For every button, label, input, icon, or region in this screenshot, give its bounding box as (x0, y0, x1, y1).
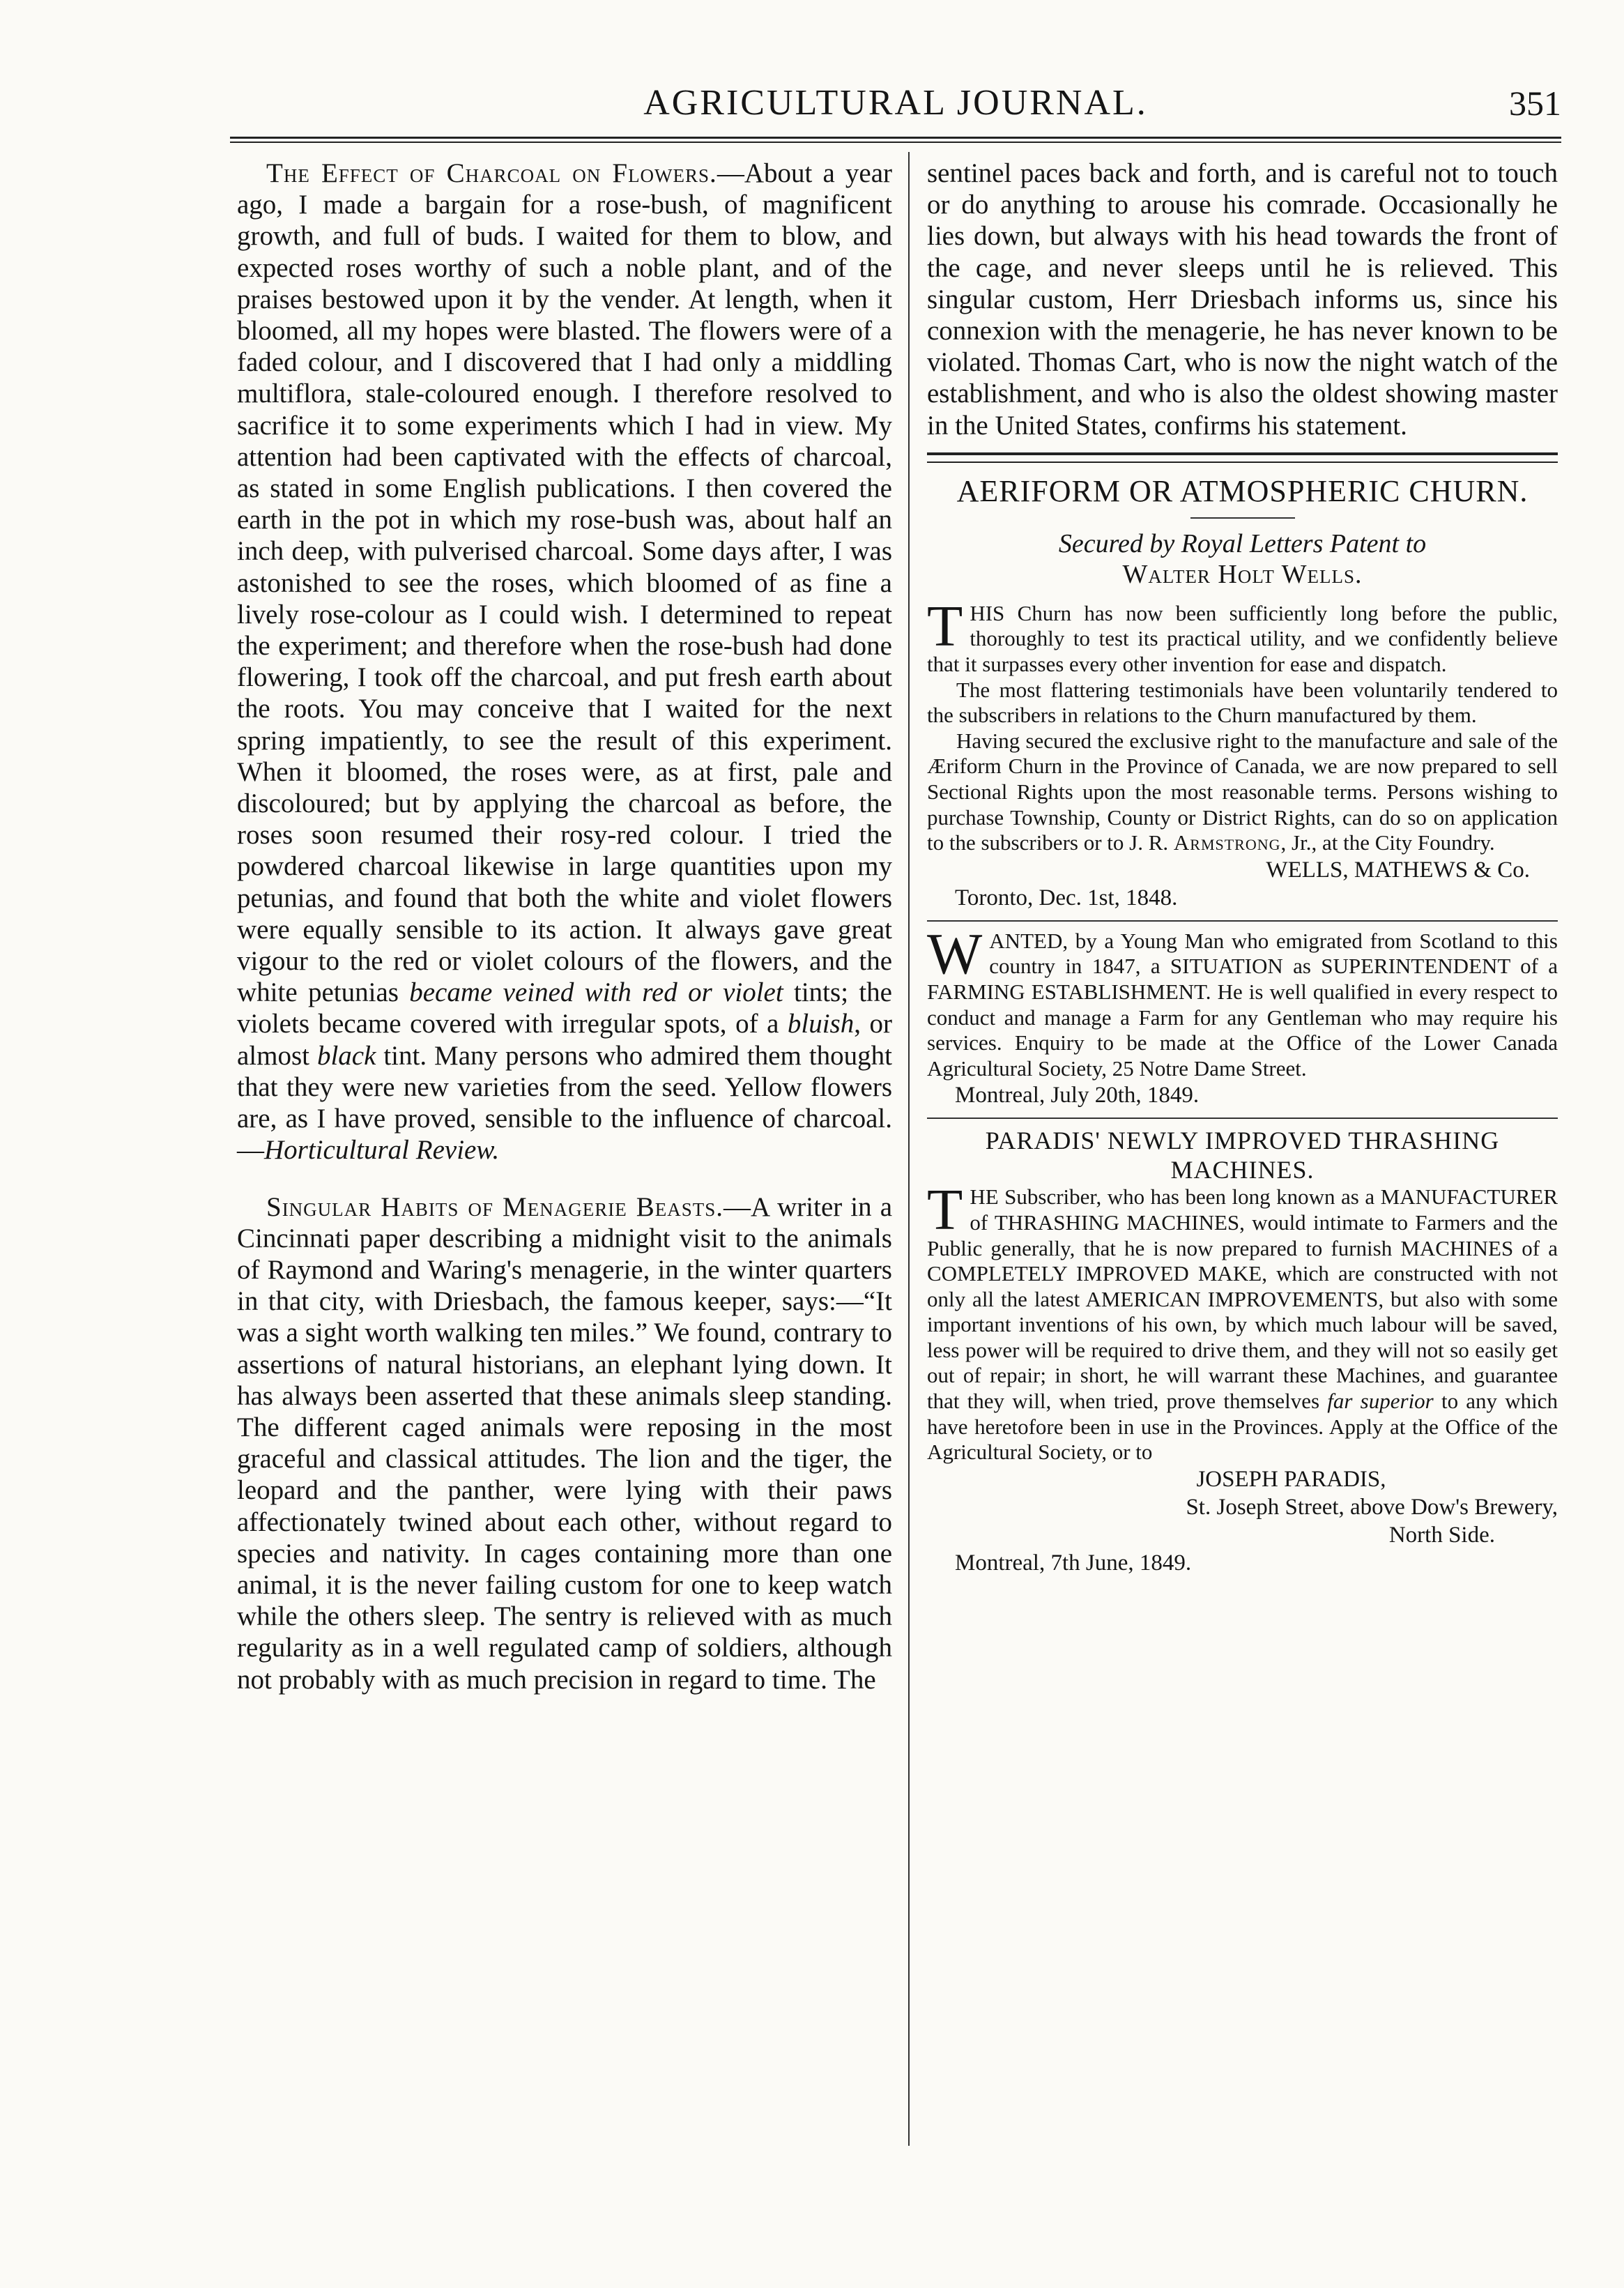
article-text: , or almost (237, 1009, 892, 1071)
ad-dateline: Montreal, 7th June, 1849. (955, 1550, 1192, 1576)
left-column (237, 158, 892, 1695)
ad-emphasis: far superior (1327, 1389, 1434, 1414)
section-rule (927, 920, 1558, 922)
ad-address-line-2: North Side. (1388, 1522, 1495, 1548)
article-title: The Effect of Charcoal on Flowers. (266, 158, 717, 188)
ad-dateline: Toronto, Dec. 1st, 1848. (955, 885, 1178, 910)
ad-signature: JOSEPH PARADIS, (1196, 1466, 1386, 1492)
article-menagerie-continued: sentinel paces back and forth, and is careful not to touch or do anything to arouse his comrade. Occasionally he lies down, but always with his head towards the front of the cage, and never sleeps until he is relieved. This singular custom, Herr Driesbach informs us, since his connexion with the menagerie, he has never known to be violated. Thomas Cart, who is now the night watch of the establishment, and who is also the oldest showing master in the United States, confirms his statement. (927, 158, 1558, 441)
ad-text: ANTED, by a Young Man who emigrated from Scotland to this country in 1847, a SITUATION as SUPERINTENDENT of a FARMING ESTABLISHMENT. He is well qualified in every respect to conduct and manage a Farm for any Gentleman who may require his services. Enquiry to be made at the Office of the Lower Canada Agricultural Society, 25 Notre Dame Street. (927, 928, 1558, 1081)
page-number: 351 (1509, 84, 1561, 123)
article-charcoal (237, 158, 892, 1166)
ad-text: HIS Churn has now been sufficiently long before the public, thoroughly to test its practical utility, and we confidently believe that it surpasses every other invention for ease and dispatch. (927, 600, 1558, 677)
spacer (237, 1166, 892, 1191)
ad-title: AERIFORM OR ATMOSPHERIC CHURN. (956, 473, 1529, 508)
section-rule (927, 452, 1558, 463)
ad-signature: WELLS, MATHEWS & Co. (1266, 857, 1530, 883)
article-emphasis: became veined with red or violet (409, 977, 783, 1008)
running-title: AGRICULTURAL JOURNAL. (643, 83, 1148, 123)
article-text: —About a year ago, I made a bargain for a rose-bush, of magnificent growth, and full of buds. I waited for them to blow, and expected roses worthy of such a noble plant, and of the praises bestowed upon it by the vender. At length, when it bloomed, all my hopes were blasted. The flowers were of a faded colour, and I discovered that I had only a middling multiflora, stale-coloured enough. I therefore resolved to sacrifice it to some experiments which I had in view. My attention had been captivated with the effects of charcoal, as stated in some English publications. I then covered the earth in the pot in which my rose-bush was, about half an inch deep, with pulverised charcoal. Some days after, I was astonished to see the roses, which bloomed of as fine a lively rose-colour as I could wish. I determined to repeat the experiment; and therefore when the rose-bush had done flowering, I took off the charcoal, and put fresh earth about the roots. You may conceive that I waited for the next spring impatiently, to see the result of this experiment. When it bloomed, the roses were, as at first, pale and discoloured; but by applying the charcoal as before, the roses soon resumed their rosy-red colour. I tried the powdered charcoal likewise in large quantities upon my petunias, and found that both the white and violet flowers were equally sensible to its action. It always gave great vigour to the red or violet colours of the flowers, and the white petunias (237, 158, 893, 1008)
page-header (230, 82, 1561, 145)
title-rule (1190, 517, 1295, 519)
article-text: —A writer in a Cincinnati paper describing a midnight visit to the animals of Raymond and Waring's menagerie, in the winter quarters in that city, with Driesbach, the famous keeper, says:—“It was a sight worth walking ten miles.” We found, contrary to assertions of natural historians, an elephant lying down. It has always been asserted that these animals sleep standing. The different caged animals were reposing in the most graceful and classical attitudes. The lion and the tiger, the leopard and the panther, were lying with their paws affectionately twined about each other, without regard to species and nativity. In cages containing more than one animal, it is the never failing custom for one to keep watch while the others sleep. The sentry is relieved with as much regularity as in a well regulated camp of soldiers, although not probably with as much precision in regard to time. The (237, 1191, 893, 1695)
churn-advertisement (927, 473, 1558, 912)
column-divider (908, 152, 910, 2146)
ad-text: , Jr., at the City Foundry. (1280, 830, 1495, 855)
ad-address: St. Joseph Street, above Dow's Brewery, (1186, 1494, 1558, 1520)
ad-paragraph (927, 921, 1558, 1082)
ad-subtitle: Secured by Royal Letters Patent to (1058, 528, 1427, 558)
article-source: Horticultural Review. (264, 1135, 500, 1166)
ad-text: to any which have heretofore been in use in the Provinces. Apply at the Office of the Agricultural Society, or to (927, 1389, 1558, 1465)
drop-cap: T (927, 593, 963, 659)
ad-paragraph (927, 729, 1558, 856)
article-text: tints; the violets became covered with irregular spots, of a (237, 977, 892, 1039)
ad-dateline: Montreal, July 20th, 1849. (955, 1083, 1200, 1108)
drop-cap: W (927, 921, 983, 986)
ad-text: HE Subscriber, who has been long known as a MANUFACTURER of THRASHING MACHINES, would intimate to Farmers and the Public generally, that he is now prepared to furnish MACHINES of a COMPLETELY IMPROVED MAKE, which are constructed with not only all the latest AMERICAN IMPROVEMENTS, but also with some important inventions of his own, by which much labour will be saved, less power will be required to drive them, and they will not so easily get out of repair; in short, he will warrant these Machines, and guarantee that they will, when tried, prove themselves (927, 1184, 1558, 1414)
ad-patentee: Walter Holt Wells. (1122, 559, 1363, 589)
article-title: Singular Habits of Menagerie Beasts. (266, 1191, 724, 1222)
ad-name: Armstrong (1173, 830, 1281, 855)
article-text: tint. Many persons who admired them thought that they were new varieties from the seed. Yellow flowers are, as I have proved, sensible to the influence of charcoal.— (237, 1040, 892, 1166)
article-emphasis: bluish (787, 1009, 855, 1039)
ad-paragraph (927, 593, 1558, 678)
article-menagerie (237, 1191, 892, 1695)
drop-cap: T (927, 1177, 963, 1243)
article-emphasis: black (316, 1040, 376, 1071)
ad-title-line-2: MACHINES. (1170, 1156, 1315, 1184)
ad-title: PARADIS' NEWLY IMPROVED THRASHING (985, 1127, 1500, 1155)
thrashing-advertisement (927, 1126, 1558, 1577)
section-rule (927, 1118, 1558, 1119)
right-column (927, 158, 1558, 1577)
header-rule (230, 137, 1561, 143)
wanted-advertisement (927, 921, 1558, 1110)
ad-paragraph: The most flattering testimonials have been voluntarily tendered to the subscribers in relations to the Churn manufactured by them. (927, 677, 1558, 728)
ad-text: Having secured the exclusive right to the manufacture and sale of the Æriform Churn in the Province of Canada, we are now prepared to sell Sectional Rights upon the most reasonable terms. Persons wishing to purchase Township, County or District Rights, can do so on application to the subscribers or to J. R. (927, 728, 1558, 855)
ad-paragraph (927, 1177, 1558, 1465)
